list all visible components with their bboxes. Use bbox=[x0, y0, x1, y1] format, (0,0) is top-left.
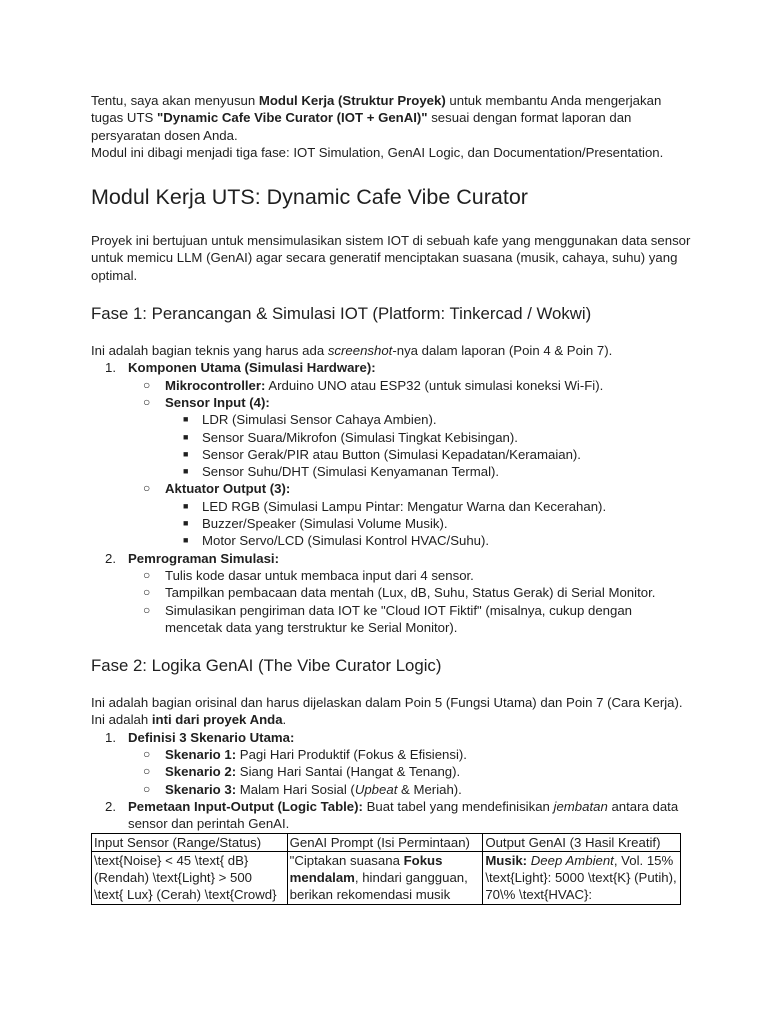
list-item bbox=[165, 446, 691, 463]
intro-text: sesuai dengan format laporan dan persyaratan dosen Anda. bbox=[91, 110, 632, 143]
table-header-row bbox=[92, 833, 681, 851]
table-header-cell: Output GenAI (3 Hasil Kreatif) bbox=[483, 833, 681, 851]
table-header-cell: GenAI Prompt (Isi Permintaan) bbox=[287, 833, 483, 851]
cell-text: "Ciptakan suasana bbox=[289, 852, 404, 868]
list-item bbox=[165, 532, 691, 549]
fase2-list bbox=[91, 729, 691, 833]
fase2-intro-text: . bbox=[282, 712, 287, 728]
list-item-text: Sensor Suara/Mikrofon (Simulasi Tingkat Kebisingan). bbox=[202, 429, 518, 445]
doc-title: Modul Kerja UTS: Dynamic Cafe Vibe Curator bbox=[91, 185, 528, 210]
list-item-text: Buzzer/Speaker (Simulasi Volume Musik). bbox=[202, 516, 448, 532]
table-cell bbox=[92, 851, 288, 904]
list-number: 2. bbox=[105, 798, 116, 814]
list-number: 2. bbox=[105, 550, 116, 566]
fase2-intro-text: Ini adalah bagian orisinal dan harus dijelaskan dalam Poin 5 (Fungsi Utama) dan Poin 7 (Cara Kerja). Ini adalah bbox=[91, 695, 683, 728]
square-bullet-icon: ■ bbox=[183, 535, 189, 546]
cell-bold: Fokus mendalam bbox=[289, 852, 443, 886]
fase1-intro-text: Ini adalah bagian teknis yang harus ada bbox=[91, 343, 328, 359]
list-item-text: Buat tabel yang mendefinisikan bbox=[362, 798, 554, 814]
table-header-cell: Input Sensor (Range/Status) bbox=[92, 833, 288, 851]
fase1-heading: Fase 1: Perancangan & Simulasi IOT (Platform: Tinkercad / Wokwi) bbox=[91, 304, 592, 324]
list-item bbox=[165, 498, 691, 515]
list-item-text: antara data sensor dan perintah GenAI. bbox=[128, 798, 679, 832]
list-item-label: Skenario 2: bbox=[165, 764, 237, 780]
list-number: 1. bbox=[105, 729, 116, 745]
circle-bullet-icon: ○ bbox=[143, 567, 151, 582]
intro-bold-module: Modul Kerja (Struktur Proyek) bbox=[258, 93, 446, 108]
square-bullet-icon: ■ bbox=[183, 448, 189, 459]
list-item-label: Komponen Utama (Simulasi Hardware): bbox=[128, 360, 376, 376]
circle-bullet-icon: ○ bbox=[143, 602, 151, 617]
list-item-text: Sensor Suhu/DHT (Simulasi Kenyamanan Termal). bbox=[202, 464, 500, 480]
cell-text: , hindari gangguan, berikan rekomendasi musik bbox=[289, 870, 468, 903]
circle-bullet-icon: ○ bbox=[143, 481, 151, 496]
list-item-text: Simulasikan pengiriman data IOT ke "Cloud IOT Fiktif" (misalnya, cukup dengan mencetak data yang terstruktur ke Serial Monitor). bbox=[165, 602, 632, 635]
table-row bbox=[92, 851, 681, 904]
list-item bbox=[165, 429, 691, 446]
list-item-text: Pagi Hari Produktif (Fokus & Efisiensi). bbox=[236, 747, 467, 763]
circle-bullet-icon: ○ bbox=[143, 781, 151, 796]
circle-bullet-icon: ○ bbox=[143, 747, 151, 762]
circle-bullet-icon: ○ bbox=[143, 377, 151, 392]
fase2-intro-bold: inti dari proyek Anda bbox=[151, 712, 283, 728]
cell-italic: Deep Ambient bbox=[530, 852, 614, 868]
list-item bbox=[128, 763, 691, 780]
list-item-text: Siang Hari Santai (Hangat & Tenang). bbox=[236, 764, 461, 780]
intro-text: untuk membantu Anda mengerjakan tugas UTS bbox=[91, 93, 662, 126]
cell-bold: Musik: bbox=[485, 852, 528, 868]
list-item bbox=[128, 567, 691, 584]
list-item-text: Tulis kode dasar untuk membaca input dari 4 sensor. bbox=[165, 567, 474, 583]
list-item bbox=[128, 394, 691, 480]
list-item bbox=[91, 550, 691, 636]
list-item-label: Pemetaan Input-Output (Logic Table): bbox=[128, 798, 363, 814]
fase1-intro-italic: screenshot bbox=[327, 343, 393, 359]
list-item-text: LDR (Simulasi Sensor Cahaya Ambien). bbox=[202, 412, 437, 428]
fase1-list bbox=[91, 359, 691, 636]
circle-bullet-icon: ○ bbox=[143, 764, 151, 779]
intro-bold-project: "Dynamic Cafe Vibe Curator (IOT + GenAI)" bbox=[156, 110, 428, 126]
description: Proyek ini bertujuan untuk mensimulasikan sistem IOT di sebuah kafe yang menggunakan data sensor untuk memicu LLM (GenAI) agar secara generatif menciptakan suasana (musik, cahaya, suhu) yang optimal. bbox=[91, 233, 691, 283]
table-cell-text bbox=[290, 852, 481, 904]
fase1-intro bbox=[91, 342, 691, 359]
circle-bullet-icon: ○ bbox=[143, 394, 151, 409]
logic-table bbox=[91, 833, 681, 905]
list-item-label: Pemrograman Simulasi: bbox=[128, 550, 279, 566]
fase2-heading: Fase 2: Logika GenAI (The Vibe Curator Logic) bbox=[91, 656, 442, 676]
list-item-text: Arduino UNO atau ESP32 (untuk simulasi koneksi Wi-Fi). bbox=[265, 377, 604, 393]
list-item bbox=[165, 515, 691, 532]
fase2-intro bbox=[91, 694, 691, 729]
list-item bbox=[165, 463, 691, 480]
cell-text: , Vol. 15% \text{Light}: 5000 \text{K} (Putih), 70\% \text{HVAC}: bbox=[485, 852, 677, 903]
list-item-italic: jembatan bbox=[553, 798, 608, 814]
square-bullet-icon: ■ bbox=[183, 466, 189, 477]
list-item bbox=[91, 798, 691, 833]
list-item-label: Aktuator Output (3): bbox=[165, 481, 291, 497]
list-item-label: Skenario 1: bbox=[165, 747, 237, 763]
list-item bbox=[91, 729, 691, 798]
intro-text: Tentu, saya akan menyusun bbox=[91, 93, 259, 108]
list-item-label: Definisi 3 Skenario Utama: bbox=[128, 729, 295, 745]
list-item bbox=[128, 377, 691, 394]
list-item bbox=[128, 781, 691, 798]
list-item-text: Malam Hari Sosial ( bbox=[236, 781, 355, 797]
list-item-label: Sensor Input (4): bbox=[165, 394, 270, 410]
list-item-label: Skenario 3: bbox=[165, 781, 237, 797]
list-item-text: & Meriah). bbox=[397, 781, 462, 797]
square-bullet-icon: ■ bbox=[183, 431, 189, 442]
list-item bbox=[128, 584, 691, 601]
table-cell bbox=[287, 851, 483, 904]
list-number: 1. bbox=[105, 360, 116, 376]
square-bullet-icon: ■ bbox=[183, 500, 189, 511]
list-item-text: LED RGB (Simulasi Lampu Pintar: Mengatur Warna dan Kecerahan). bbox=[202, 498, 607, 514]
list-item-italic: Upbeat bbox=[354, 781, 398, 797]
list-item bbox=[91, 359, 691, 549]
fase1-intro-text: -nya dalam laporan (Poin 4 & Poin 7). bbox=[392, 343, 613, 359]
table-cell-text: \text{Noise} < 45 \text{ dB} (Rendah) \text{Light} > 500 \text{ Lux} (Cerah) \text{Crowd} bbox=[94, 852, 277, 903]
circle-bullet-icon: ○ bbox=[143, 585, 151, 600]
list-item-text: Sensor Gerak/PIR atau Button (Simulasi Kepadatan/Keramaian). bbox=[202, 446, 581, 462]
list-item-text: Tampilkan pembacaan data mentah (Lux, dB, Suhu, Status Gerak) di Serial Monitor. bbox=[165, 585, 656, 601]
intro-phases: Modul ini dibagi menjadi tiga fase: IOT Simulation, GenAI Logic, dan Documentation/Presentation. bbox=[91, 144, 664, 160]
list-item bbox=[165, 411, 691, 428]
intro-paragraph bbox=[91, 92, 691, 144]
document-body bbox=[91, 92, 691, 905]
list-item bbox=[128, 746, 691, 763]
list-item bbox=[128, 602, 691, 637]
list-item-text: Motor Servo/LCD (Simulasi Kontrol HVAC/Suhu). bbox=[202, 533, 490, 549]
table-cell bbox=[483, 851, 681, 904]
list-item bbox=[128, 480, 691, 549]
square-bullet-icon: ■ bbox=[183, 518, 189, 529]
table-cell-text bbox=[485, 852, 678, 904]
list-item-label: Mikrocontroller: bbox=[165, 377, 266, 393]
square-bullet-icon: ■ bbox=[183, 414, 189, 425]
